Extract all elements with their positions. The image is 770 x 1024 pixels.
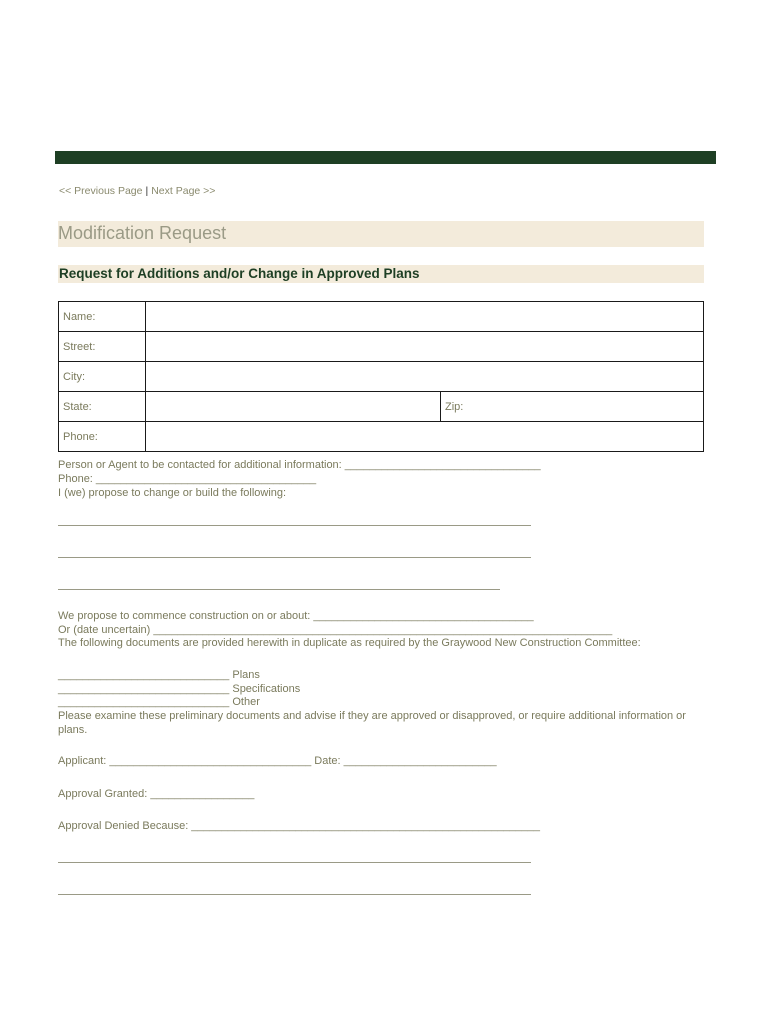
- name-label: Name:: [59, 302, 146, 332]
- zip-label: Zip:: [445, 400, 464, 413]
- documents-statement: The following documents are provided herewith in duplicate as required by the Graywood New Construction Committee:: [58, 637, 641, 649]
- proposal-line-3[interactable]: [58, 589, 500, 590]
- page-title: Modification Request: [58, 223, 227, 243]
- title-band: [58, 221, 704, 247]
- proposal-line-2[interactable]: [58, 557, 531, 558]
- contact-phone-line[interactable]: Phone: ____________________________________: [58, 473, 317, 485]
- approval-denied-line[interactable]: Approval Denied Because: _________________________________________________________: [58, 820, 541, 832]
- table-row: [59, 392, 704, 422]
- previous-page-link[interactable]: << Previous Page: [59, 185, 143, 197]
- page-navigation: [59, 185, 215, 197]
- street-label: Street:: [59, 332, 146, 362]
- date-uncertain-line[interactable]: Or (date uncertain) ___________________________________________________________________________: [58, 624, 613, 636]
- next-page-link[interactable]: Next Page >>: [151, 185, 216, 197]
- subtitle-band: [58, 265, 704, 283]
- city-field[interactable]: [146, 362, 704, 392]
- state-label: State:: [59, 392, 146, 422]
- form-subtitle: Request for Additions and/or Change in Approved Plans: [59, 266, 420, 281]
- applicant-info-table: [58, 301, 704, 452]
- propose-label: I (we) propose to change or build the following:: [58, 487, 287, 499]
- contact-person-line[interactable]: Person or Agent to be contacted for additional information: ________________________________: [58, 459, 541, 471]
- denial-reason-line-1[interactable]: [58, 862, 531, 863]
- phone-label: Phone:: [59, 422, 146, 452]
- table-row: [59, 362, 704, 392]
- specifications-line[interactable]: ____________________________ Specifications: [58, 683, 301, 695]
- header-bar: [55, 151, 716, 164]
- city-label: City:: [59, 362, 146, 392]
- name-field[interactable]: [146, 302, 704, 332]
- state-field[interactable]: [146, 392, 441, 422]
- examine-statement: Please examine these preliminary documents and advise if they are approved or disapproved, or require additional information or plans.: [58, 710, 686, 736]
- nav-separator: |: [145, 185, 149, 197]
- street-field[interactable]: [146, 332, 704, 362]
- table-row: [59, 422, 704, 452]
- phone-field[interactable]: [146, 422, 704, 452]
- zip-field[interactable]: [441, 392, 704, 422]
- commence-line[interactable]: We propose to commence construction on or about: ____________________________________: [58, 610, 534, 622]
- denial-reason-line-2[interactable]: [58, 894, 531, 895]
- table-row: [59, 332, 704, 362]
- applicant-date-line[interactable]: Applicant: _________________________________ Date: _________________________: [58, 755, 497, 767]
- approval-granted-line[interactable]: Approval Granted: _________________: [58, 788, 255, 800]
- table-row: [59, 302, 704, 332]
- plans-line[interactable]: ____________________________ Plans: [58, 669, 260, 681]
- proposal-line-1[interactable]: [58, 525, 531, 526]
- other-line[interactable]: ____________________________ Other: [58, 696, 260, 708]
